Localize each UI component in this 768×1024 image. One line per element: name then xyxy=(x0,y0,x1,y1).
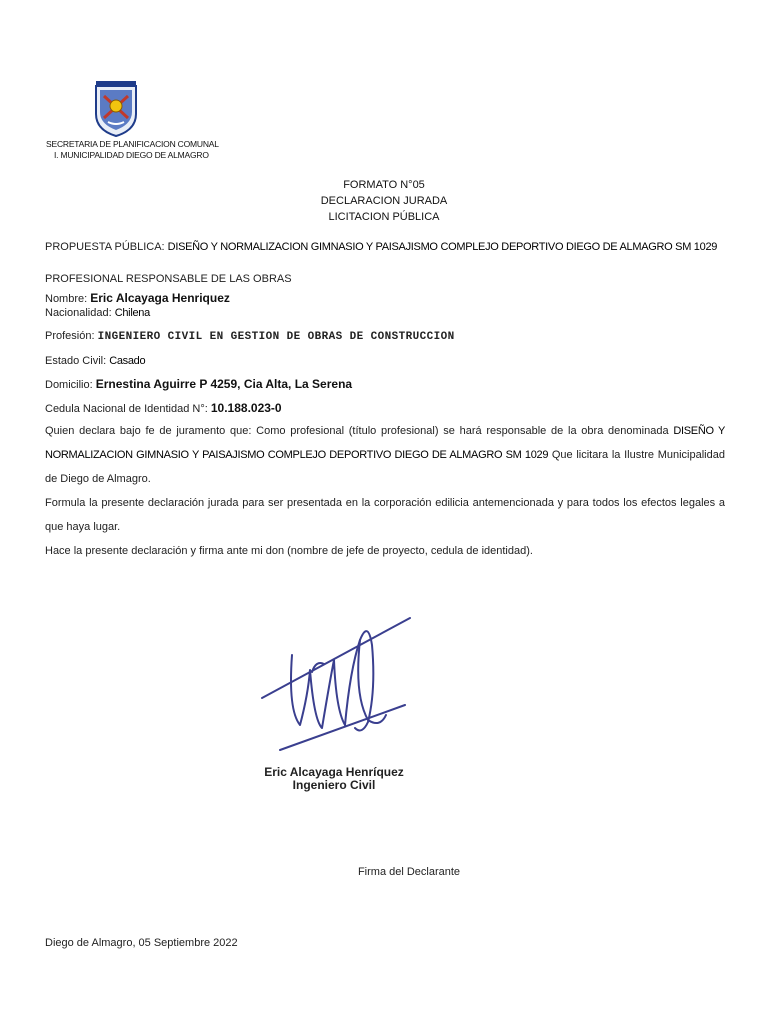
proposal-label: PROPUESTA PÚBLICA: xyxy=(45,241,165,253)
domicilio-row xyxy=(45,377,352,392)
proposal-value: DISEÑO Y NORMALIZACION GIMNASIO Y PAISAJISMO COMPLEJO DEPORTIVO DIEGO DE ALMAGRO SM 1029 xyxy=(167,241,718,253)
estado-civil-row xyxy=(45,354,145,368)
place-and-date: Diego de Almagro, 05 Septiembre 2022 xyxy=(45,937,238,949)
nacionalidad-value: Chilena xyxy=(114,307,150,319)
declaration-p1-end: Que licitara la Ilustre Municipalidad de Diego de Almagro. xyxy=(45,449,725,485)
org-name-line-2: I. MUNICIPALIDAD DIEGO DE ALMAGRO xyxy=(54,150,209,160)
signatory-title: Ingeniero Civil xyxy=(292,778,376,792)
declaration-p1-project: DISEÑO Y NORMALIZACION GIMNASIO Y PAISAJISMO COMPLEJO DEPORTIVO DIEGO DE ALMAGRO SM 1029 xyxy=(45,425,726,461)
signatory-name: Eric Alcayaga Henríquez xyxy=(264,765,404,779)
handwritten-signature xyxy=(250,600,420,765)
profesion-value: INGENIERO CIVIL EN GESTION DE OBRAS DE CONSTRUCCION xyxy=(97,331,455,343)
nombre-label: Nombre: xyxy=(45,293,88,305)
declaration-paragraph-3: Hace la presente declaración y firma ante mi don (nombre de jefe de proyecto, cedula de identidad). xyxy=(45,545,533,557)
cedula-label: Cedula Nacional de Identidad N°: xyxy=(45,403,208,415)
profesion-row xyxy=(45,329,455,344)
document-title-line-1: FORMATO N°05 xyxy=(343,179,425,191)
estado-civil-value: Casado xyxy=(109,355,146,367)
signature-caption: Firma del Declarante xyxy=(357,866,461,878)
org-name-line-1: SECRETARIA DE PLANIFICACION COMUNAL xyxy=(46,139,219,149)
nombre-row xyxy=(45,291,230,306)
cedula-value: 10.188.023-0 xyxy=(210,401,282,415)
nacionalidad-label: Nacionalidad: xyxy=(45,307,112,319)
municipal-seal-logo xyxy=(92,78,140,138)
estado-civil-label: Estado Civil: xyxy=(45,355,107,367)
profesion-label: Profesión: xyxy=(45,330,95,342)
section-heading: PROFESIONAL RESPONSABLE DE LAS OBRAS xyxy=(45,273,292,285)
signatory-block xyxy=(234,766,434,792)
nacionalidad-row xyxy=(45,306,150,320)
declaration-paragraph-2: Formula la presente declaración jurada para ser presentada en la corporación edilicia antemencionada y para todos los efectos legales a que haya lugar. xyxy=(45,497,725,533)
declaration-p1-start: Quien declara bajo fe de juramento que: Como profesional (título profesional) se hará responsable de la obra denominada xyxy=(45,425,669,437)
cedula-row xyxy=(45,401,282,416)
domicilio-value: Ernestina Aguirre P 4259, Cia Alta, La Serena xyxy=(95,377,353,391)
document-title-line-2: DECLARACION JURADA xyxy=(320,195,448,207)
domicilio-label: Domicilio: xyxy=(45,379,93,391)
declaration-paragraph-1 xyxy=(45,419,725,491)
nombre-value: Eric Alcayaga Henriquez xyxy=(90,291,230,305)
proposal-row xyxy=(45,240,717,254)
document-title-line-3: LICITACION PÚBLICA xyxy=(328,211,440,223)
